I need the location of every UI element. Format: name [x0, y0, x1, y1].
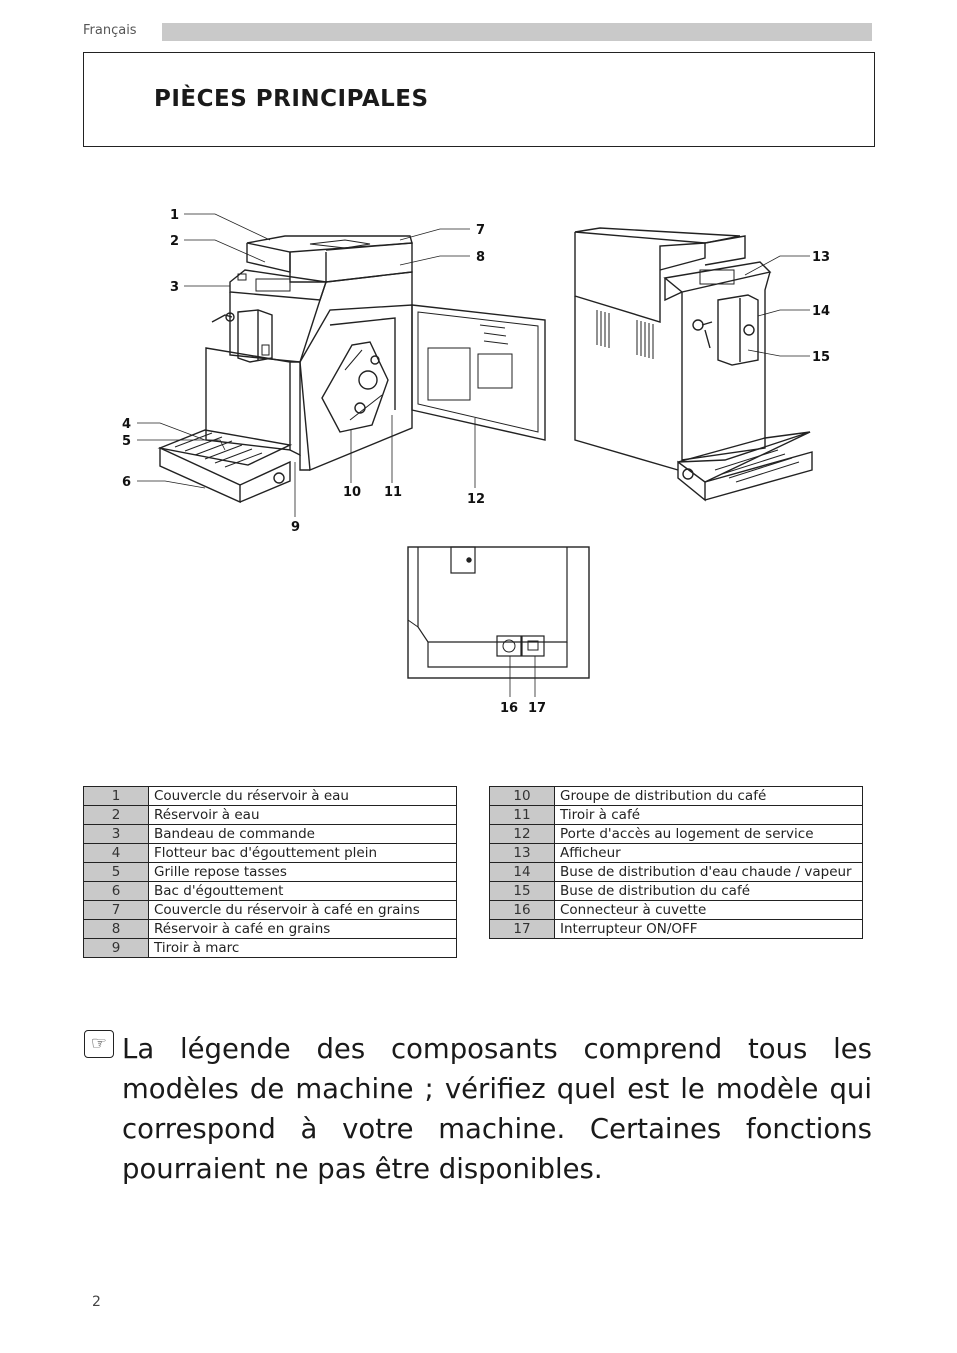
part-number: 3: [84, 825, 149, 844]
machine-front-view: [160, 236, 545, 502]
pointing-hand-icon: ☞: [84, 1030, 114, 1058]
callout-16: 16: [500, 701, 519, 716]
callout-12: 12: [467, 492, 486, 507]
part-number: 5: [84, 863, 149, 882]
part-number: 4: [84, 844, 149, 863]
page-number: 2: [92, 1294, 101, 1310]
part-label: Flotteur bac d'égouttement plein: [149, 844, 457, 863]
part-number: 1: [84, 787, 149, 806]
callout-2: 2: [170, 234, 180, 249]
table-row: [84, 787, 457, 806]
table-row: [490, 825, 863, 844]
part-number: 10: [490, 787, 555, 806]
callout-11: 11: [384, 485, 403, 500]
table-row: [490, 901, 863, 920]
part-number: 15: [490, 882, 555, 901]
table-row: [84, 844, 457, 863]
machine-side-view: [575, 228, 812, 500]
table-row: [490, 863, 863, 882]
parts-table-right: [489, 786, 863, 939]
part-label: Couvercle du réservoir à eau: [149, 787, 457, 806]
callout-13: 13: [812, 250, 831, 265]
part-label: Tiroir à café: [555, 806, 863, 825]
note-text: La légende des composants comprend tous les modèles de machine ; vérifiez quel est le modèle qui correspond à votre machine. Certaines fonctions pourraient ne pas être disponibles.: [122, 1033, 872, 1185]
table-row: [84, 920, 457, 939]
table-row: [84, 806, 457, 825]
part-label: Réservoir à eau: [149, 806, 457, 825]
callout-6: 6: [122, 475, 132, 490]
callout-8: 8: [476, 250, 486, 265]
callout-7: 7: [476, 223, 486, 238]
parts-table-left: [83, 786, 457, 958]
part-label: Afficheur: [555, 844, 863, 863]
table-row: [490, 882, 863, 901]
part-number: 9: [84, 939, 149, 958]
part-number: 16: [490, 901, 555, 920]
part-number: 11: [490, 806, 555, 825]
table-row: [84, 825, 457, 844]
part-number: 17: [490, 920, 555, 939]
part-number: 7: [84, 901, 149, 920]
part-label: Tiroir à marc: [149, 939, 457, 958]
part-number: 6: [84, 882, 149, 901]
rear-detail-view: [408, 547, 589, 678]
callout-3: 3: [170, 280, 180, 295]
part-label: Connecteur à cuvette: [555, 901, 863, 920]
part-number: 13: [490, 844, 555, 863]
table-row: [490, 806, 863, 825]
part-label: Bandeau de commande: [149, 825, 457, 844]
part-number: 12: [490, 825, 555, 844]
part-label: Buse de distribution du café: [555, 882, 863, 901]
callout-15: 15: [812, 350, 831, 365]
part-label: Réservoir à café en grains: [149, 920, 457, 939]
part-label: Interrupteur ON/OFF: [555, 920, 863, 939]
table-row: [84, 882, 457, 901]
part-number: 8: [84, 920, 149, 939]
part-number: 14: [490, 863, 555, 882]
table-row: [490, 920, 863, 939]
part-label: Buse de distribution d'eau chaude / vapeur: [555, 863, 863, 882]
table-row: [84, 863, 457, 882]
language-label: Français: [83, 23, 137, 38]
table-row: [490, 844, 863, 863]
table-row: [84, 939, 457, 958]
part-number: 2: [84, 806, 149, 825]
callout-14: 14: [812, 304, 831, 319]
page-title: PIÈCES PRINCIPALES: [154, 86, 429, 112]
part-label: Porte d'accès au logement de service: [555, 825, 863, 844]
callout-5: 5: [122, 434, 132, 449]
part-label: Grille repose tasses: [149, 863, 457, 882]
part-label: Couvercle du réservoir à café en grains: [149, 901, 457, 920]
part-label: Groupe de distribution du café: [555, 787, 863, 806]
callout-4: 4: [122, 417, 132, 432]
table-row: [490, 787, 863, 806]
part-label: Bac d'égouttement: [149, 882, 457, 901]
callout-17: 17: [528, 701, 547, 716]
callout-1: 1: [170, 208, 180, 223]
callout-9: 9: [291, 520, 301, 535]
callout-10: 10: [343, 485, 362, 500]
table-row: [84, 901, 457, 920]
